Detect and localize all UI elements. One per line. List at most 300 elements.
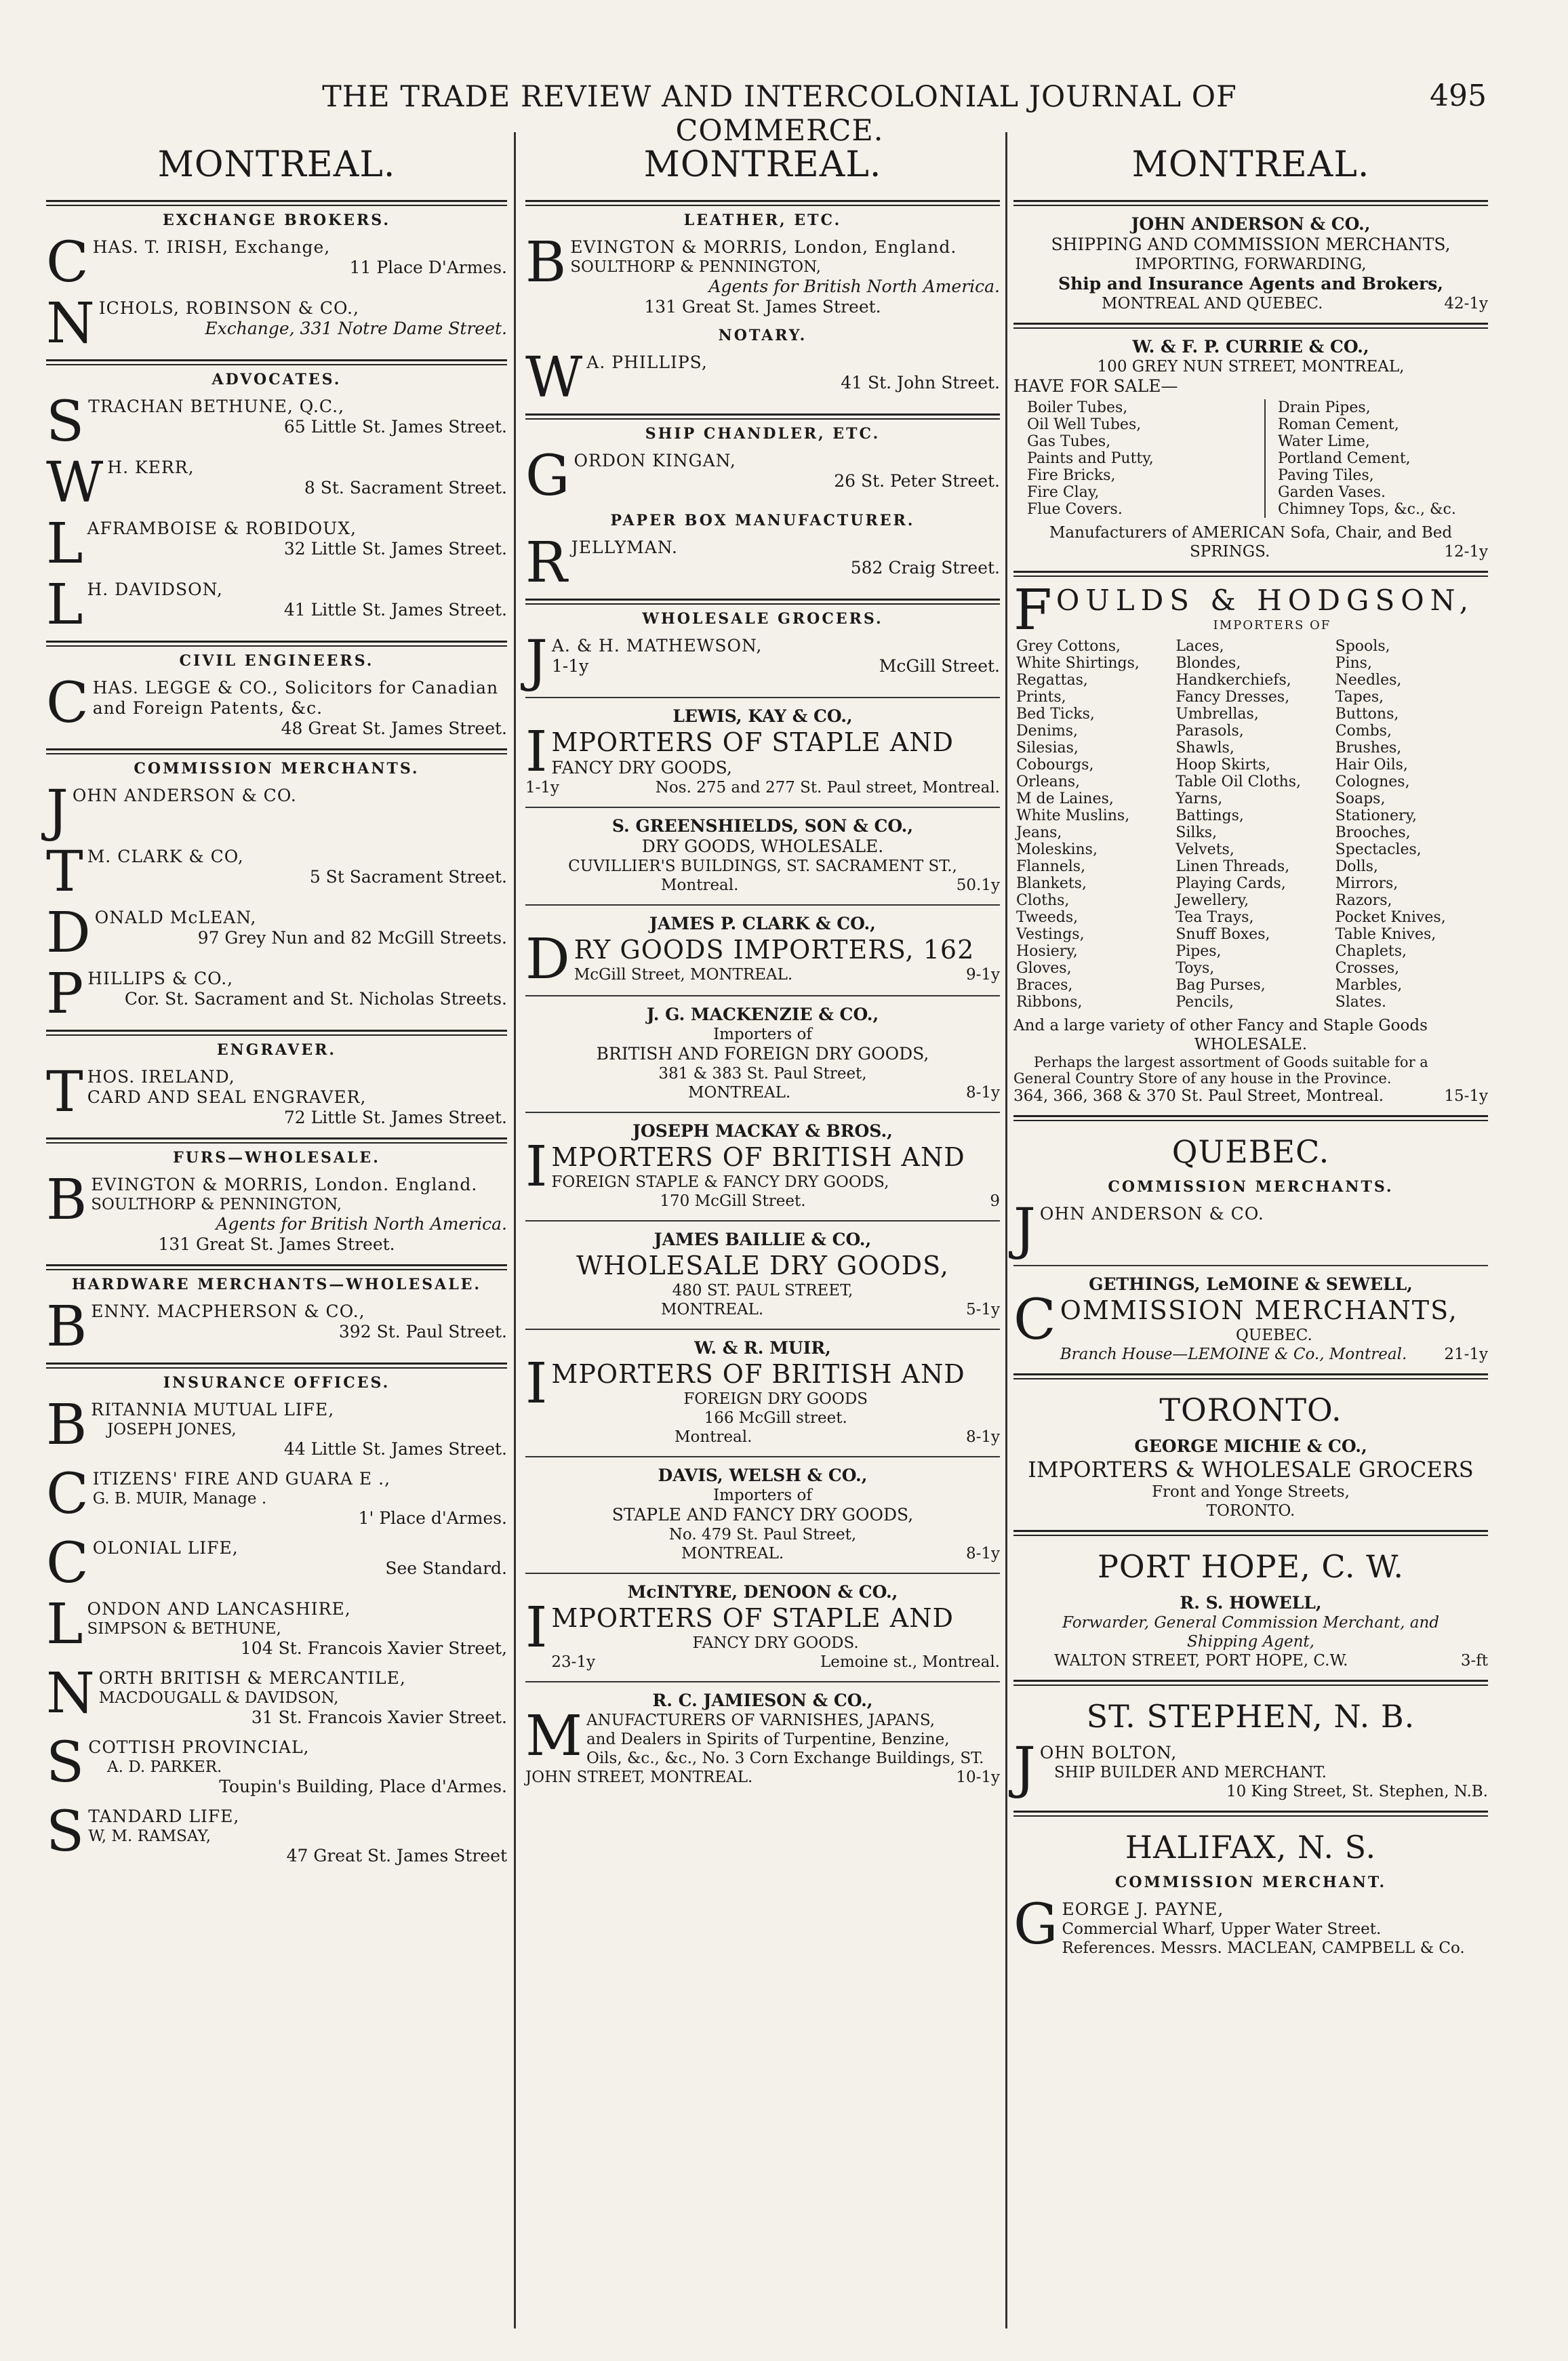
goods-item: Denims, [1016,723,1079,740]
goods-item: Boiler Tubes, [1027,399,1128,416]
entry-note: 9-1y [965,966,1000,984]
goods-item: Ribbons, [1016,994,1083,1011]
entry-name: RITANNIA MUTUAL LIFE, [91,1400,335,1419]
entry-subline: SOULTHORP & PENNINGTON, [570,258,822,276]
entry-name: JELLYMAN. [571,538,679,557]
advert-line: MONTREAL. [688,1084,791,1102]
advert-headline: MPORTERS OF STAPLE AND [551,727,954,757]
advert-baillie [525,1230,1000,1319]
advert-greenshields [525,816,1000,895]
advert-line: Importers of [713,1487,812,1504]
section-heading: ADVOCATES. [212,371,342,388]
listing-entry [46,512,507,576]
drop-initial: I [525,1135,548,1199]
goods-item: Bag Purses, [1175,977,1266,994]
drop-initial: N [46,291,95,356]
goods-item: Tapes, [1335,689,1384,706]
drop-initial: B [46,1168,87,1232]
drop-initial: T [46,840,83,904]
entry-subline: Agents for British North America. [708,277,1000,296]
entry-note: 10-1y [956,1769,1000,1786]
advert-headline: IMPORTERS & WHOLESALE GROCERS [1028,1457,1474,1482]
listing-entry [46,671,507,739]
goods-column [1016,638,1169,1011]
goods-item: Oil Well Tubes, [1027,416,1142,433]
entry-subline: SHIP BUILDER AND MERCHANT. [1054,1764,1327,1781]
section-heading: NOTARY. [718,327,807,344]
goods-item: Regattas, [1016,672,1088,689]
advert-headline: OMMISSION MERCHANTS, [1060,1295,1458,1325]
entry-name: HAS. T. IRISH, Exchange, [92,237,331,257]
entry-subline: CARD AND SEAL ENGRAVER, [87,1087,367,1107]
entry-address: McGill Street. [879,656,1000,676]
listing-entry [525,444,1000,508]
advert-line: Montreal. [675,1428,752,1446]
double-rule [525,599,1000,605]
entry-subline: References. Messrs. MACLEAN, CAMPBELL & Co. [1062,1939,1465,1957]
entry-address: 26 St. Peter Street. [834,471,1000,491]
goods-item: Fire Clay, [1027,484,1100,501]
entry-address: 392 St. Paul Street. [338,1322,507,1341]
entry-note: 8-1y [965,1545,1000,1562]
goods-item: Fancy Dresses, [1175,689,1290,706]
advert-line: TORONTO. [1206,1502,1295,1520]
rule [525,1329,1000,1330]
goods-item: Razors, [1335,892,1392,909]
entry-name: HAS. LEGGE & CO., Solicitors for Canadian and Foreign Patents, &c. [92,678,499,718]
city-heading: ST. STEPHEN, N. B. [1086,1698,1415,1735]
entry-address: 11 Place D'Armes. [349,258,507,277]
entry-subline: A. D. PARKER. [107,1758,222,1776]
entry-subline: SIMPSON & BETHUNE, [87,1620,281,1638]
advert-name: JOHN ANDERSON & CO., [1131,214,1371,234]
goods-list [1016,638,1488,1011]
entry-address: 41 Little St. James Street. [283,600,507,620]
goods-item: Hoop Skirts, [1175,756,1271,773]
double-rule [46,1363,507,1369]
goods-item: Flue Covers. [1027,501,1123,518]
entry-address: 1' Place d'Armes. [358,1508,507,1528]
entry-address: Exchange, 331 Notre Dame Street. [205,319,507,338]
drop-initial: J [1013,1736,1036,1800]
goods-list [1027,399,1488,518]
column-rule [1005,132,1007,2328]
goods-item: Marbles, [1335,977,1403,994]
listing-entry [1013,1893,1488,1958]
entry-subline: Agents for British North America. [216,1214,507,1234]
entry-note: 23-1y [551,1653,596,1671]
drop-initial: G [525,444,570,508]
listing-entry [46,573,507,637]
double-rule [1013,1115,1488,1121]
goods-item: Silesias, [1016,740,1079,756]
goods-item: Grey Cottons, [1016,638,1121,655]
goods-item: Prints, [1016,689,1066,706]
advert-line: Shipping Agent, [1187,1633,1314,1651]
advert-line: Montreal. [661,876,739,894]
entry-address: 8 St. Sacrament Street. [304,478,507,498]
city-heading: QUEBEC. [1171,1133,1330,1170]
goods-item: Tea Trays, [1175,909,1254,926]
goods-item: Tweeds, [1016,909,1079,926]
entry-note: 1-1y [551,656,589,676]
advert-line: MONTREAL. [661,1301,764,1318]
drop-initial: J [46,779,68,843]
goods-item: Combs, [1335,723,1392,740]
entry-address: Nos. 275 and 277 St. Paul street, Montreal. [655,779,1000,796]
goods-item: Gas Tubes, [1027,433,1111,450]
entry-name: H. KERR, [107,458,195,477]
advert-name: McINTYRE, DENOON & CO., [627,1582,898,1602]
entry-address: 104 St. Francois Xavier Street, [240,1638,507,1658]
advert-line: WALTON STREET, PORT HOPE, C.W. [1054,1652,1348,1670]
advert-line: 381 & 383 St. Paul Street, [658,1065,867,1083]
goods-item: Cloths, [1016,892,1070,909]
advert-jamieson [525,1691,1000,1787]
advert-michie [1013,1436,1488,1520]
section-heading: FURS—WHOLESALE. [173,1149,380,1167]
goods-item: Paving Tiles, [1278,467,1374,484]
goods-item: Hair Oils, [1335,756,1408,773]
entry-address: 5 St Sacrament Street. [309,867,507,887]
entry-address: 131 Great St. James Street. [158,1234,395,1254]
entry-address: 131 Great St. James Street. [644,297,881,317]
goods-item: Vestings, [1016,926,1085,943]
entry-name: ITIZENS' FIRE AND GUARA E ., [92,1469,391,1489]
goods-item: Pocket Knives, [1335,909,1446,926]
entry-name: A. PHILLIPS, [586,352,708,372]
advert-name: GEORGE MICHIE & CO., [1134,1436,1367,1456]
goods-item: White Shirtings, [1016,655,1140,672]
drop-initial: J [1013,1197,1036,1262]
entry-note: 1-1y [525,779,560,796]
column-middle [525,132,1000,2335]
section-heading: HARDWARE MERCHANTS—WHOLESALE. [71,1276,482,1293]
rule [525,697,1000,698]
advert-name: GETHINGS, LeMOINE & SEWELL, [1089,1274,1413,1294]
entry-name: EVINGTON & MORRIS, London. England. [91,1175,478,1194]
entry-name: TRACHAN BETHUNE, Q.C., [88,397,345,416]
listing-entry [46,451,507,515]
drop-initial: L [46,512,83,576]
entry-address: Toupin's Building, Place d'Armes. [219,1777,507,1796]
section-heading: CIVIL ENGINEERS. [179,652,374,670]
entry-address: 32 Little St. James Street. [283,539,507,559]
goods-item: M de Laines, [1016,790,1114,807]
section-heading: LEATHER, ETC. [683,211,842,229]
advert-line: 166 McGill street. [704,1409,847,1427]
goods-item: Flannels, [1016,858,1086,875]
section-heading: WHOLESALE GROCERS. [642,610,883,628]
goods-item: Buttons, [1335,706,1399,723]
drop-initial: B [46,1393,87,1457]
advert-line: McGill Street, MONTREAL. [574,966,793,984]
city-heading: MONTREAL. [157,144,396,185]
entry-address: 10 King Street, St. Stephen, N.B. [1226,1783,1488,1800]
advert-line: 170 McGill Street. [660,1192,806,1210]
drop-initial: B [46,1295,87,1359]
advert-currie [1013,337,1488,561]
rule [525,1681,1000,1682]
advert-line: Branch House—LEMOINE & Co., Montreal. [1060,1346,1407,1363]
listing-entry [525,346,1000,410]
drop-initial: P [46,962,84,1026]
drop-initial: I [525,720,548,784]
advert-line: FANCY DRY GOODS, [551,758,732,778]
double-rule [1013,571,1488,577]
section-heading: INSURANCE OFFICES. [163,1374,390,1392]
city-heading: MONTREAL. [1131,144,1370,185]
listing-entry [1013,1736,1488,1801]
advert-line: SHIPPING AND COMMISSION MERCHANTS, [1051,235,1451,254]
entry-name: M. CLARK & CO, [87,847,244,866]
goods-item: Spectacles, [1335,841,1422,858]
goods-item: Orleans, [1016,773,1081,790]
double-rule [1013,1373,1488,1379]
entry-subline: SOULTHORP & PENNINGTON, [91,1196,342,1213]
advert-mackenzie [525,1005,1000,1102]
drop-initial: I [525,1352,548,1416]
entry-name: ENNY. MACPHERSON & CO., [91,1301,365,1321]
goods-item: Blondes, [1175,655,1241,672]
entry-address: 364, 366, 368 & 370 St. Paul Street, Montreal. [1013,1087,1384,1105]
drop-initial: D [525,927,570,992]
section-heading: COMMISSION MERCHANT. [1114,1874,1387,1891]
advert-line: Forwarder, General Commission Merchant, and [1062,1614,1439,1632]
goods-item: Umbrellas, [1175,706,1259,723]
goods-item: Pins, [1335,655,1372,672]
drop-initial: W [46,451,104,515]
entry-name: EVINGTON & MORRIS, London, England. [570,237,957,257]
listing-entry [46,1168,507,1255]
advert-muir [525,1338,1000,1447]
section-heading: COMMISSION MERCHANTS. [1108,1178,1394,1196]
goods-item: Fire Bricks, [1027,467,1116,484]
entry-note: 9 [990,1192,1000,1210]
entry-name: COTTISH PROVINCIAL, [88,1737,310,1757]
advert-name: JAMES P. CLARK & CO., [649,914,876,933]
column-rule [514,132,516,2328]
double-rule [1013,200,1488,206]
goods-item: Playing Cards, [1175,875,1286,892]
advert-line: MONTREAL AND QUEBEC. [1102,295,1323,312]
entry-address: 65 Little St. James Street. [283,417,507,437]
goods-item: Slates. [1335,994,1387,1011]
advert-line: SPRINGS. [1190,543,1270,561]
entry-address: 97 Grey Nun and 82 McGill Streets. [197,928,507,948]
advert-mackay [525,1121,1000,1211]
listing-entry [46,1295,507,1359]
drop-initial: I [525,1596,548,1660]
advert-line: Ship and Insurance Agents and Brokers, [1058,274,1443,294]
section-heading: COMMISSION MERCHANTS. [134,760,420,778]
double-rule [46,1137,507,1144]
entry-name: OLONIAL LIFE, [92,1538,239,1558]
entry-name: OHN ANDERSON & CO. [1039,1204,1264,1224]
listing-entry [46,1731,507,1797]
advert-line: IMPORTERS OF [1213,618,1331,632]
double-rule [1013,1811,1488,1817]
goods-item: Gloves, [1016,960,1072,977]
entry-subline: W, M. RAMSAY, [88,1828,212,1845]
advert-line: No. 479 St. Paul Street, [668,1526,857,1543]
drop-initial: R [525,531,567,595]
goods-item: Velvets, [1175,841,1234,858]
entry-name: EORGE J. PAYNE, [1062,1899,1224,1919]
goods-item: Braces, [1016,977,1073,994]
rule [525,995,1000,996]
drop-initial: C [46,671,89,735]
entry-note: 8-1y [965,1428,1000,1446]
drop-initial: D [46,901,91,965]
entry-name: HOS. IRELAND, [87,1067,235,1087]
goods-item: Needles, [1335,672,1402,689]
entry-address: 41 St. John Street. [841,373,1000,392]
goods-item: Chimney Tops, &c., &c. [1278,501,1456,518]
entry-name: TANDARD LIFE, [88,1807,240,1826]
entry-note: 8-1y [965,1084,1000,1102]
goods-item: Parasols, [1175,723,1244,740]
drop-initial: L [46,573,83,637]
goods-item: Silks, [1175,824,1218,841]
drop-initial: L [46,1592,83,1657]
goods-item: Moleskins, [1016,841,1098,858]
entry-name: AFRAMBOISE & ROBIDOUX, [87,519,357,538]
advert-line: JOHN STREET, MONTREAL. [525,1769,753,1786]
listing-entry [46,840,507,904]
listing-entry [525,531,1000,595]
double-rule [46,200,507,206]
goods-item: Yarns, [1175,790,1223,807]
goods-item: Snuff Boxes, [1175,926,1270,943]
advert-davis [525,1466,1000,1563]
listing-entry [46,1060,507,1128]
advert-name: JAMES BAILLIE & CO., [654,1230,872,1249]
goods-item: Toys, [1175,960,1215,977]
listing-entry [46,230,507,295]
advert-line: Perhaps the largest assortment of Goods suitable for a General Country Store of any house in the Province. [1013,1054,1428,1087]
goods-item: Handkerchiefs, [1175,672,1291,689]
city-heading: TORONTO. [1159,1392,1342,1428]
entry-name: HILLIPS & CO., [87,969,234,988]
advert-name: DAVIS, WELSH & CO., [658,1466,868,1485]
listing-entry [46,1800,507,1866]
advert-name: R. S. HOWELL, [1180,1593,1322,1613]
advert-howell [1013,1593,1488,1670]
goods-item: Table Oil Cloths, [1175,773,1302,790]
goods-item: Shawls, [1175,740,1234,756]
goods-item: Paints and Putty, [1027,450,1154,467]
entry-note: 21-1y [1444,1346,1488,1363]
advert-line: IMPORTING, FORWARDING, [1135,256,1367,273]
section-heading: SHIP CHANDLER, ETC. [645,425,881,443]
advert-headline: OULDS & HODGSON, [1056,584,1475,617]
city-heading: HALIFAX, N. S. [1125,1829,1377,1865]
goods-item: Pencils, [1175,994,1234,1011]
goods-item: Portland Cement, [1278,450,1411,467]
advert-line: QUEBEC. [1235,1327,1312,1344]
goods-item: Bed Ticks, [1016,706,1095,723]
goods-item: Brooches, [1335,824,1411,841]
double-rule [46,359,507,365]
drop-initial: N [46,1661,95,1726]
entry-note: 12-1y [1444,543,1488,561]
entry-address: 72 Little St. James Street. [283,1108,507,1127]
goods-item: Hosiery, [1016,943,1078,960]
advert-name: LEWIS, KAY & CO., [672,706,853,726]
entry-note: 5-1y [965,1301,1000,1318]
advert-foulds-hodgson [1013,578,1488,1106]
rule [525,1112,1000,1113]
drop-initial: S [46,1800,85,1864]
advert-line: FOREIGN STAPLE & FANCY DRY GOODS, [551,1173,889,1191]
entry-name: OHN BOLTON, [1039,1743,1178,1762]
drop-initial: S [46,390,85,454]
advert-name: S. GREENSHIELDS, SON & CO., [611,816,914,836]
drop-initial: C [46,1462,89,1527]
advert-line: CUVILLIER'S BUILDINGS, ST. SACRAMENT ST., [568,857,957,875]
drop-initial: B [525,230,567,295]
listing-entry [46,962,507,1026]
advert-line: And a large variety of other Fancy and Staple Goods [1013,1017,1428,1034]
advert-name: J. G. MACKENZIE & CO., [646,1005,879,1024]
advert-line: Manufacturers of AMERICAN Sofa, Chair, and Bed [1049,524,1453,542]
entry-address: 31 St. Francois Xavier Street. [251,1708,507,1727]
goods-column [1264,399,1488,518]
advert-headline: MPORTERS OF STAPLE AND [551,1603,954,1633]
entry-address: 44 Little St. James Street. [283,1439,507,1459]
advert-name: JOSEPH MACKAY & BROS., [632,1121,893,1141]
double-rule [525,200,1000,206]
advert-line: 480 ST. PAUL STREET, [672,1282,853,1299]
drop-initial: J [525,629,548,693]
advert-lewis-kay [525,706,1000,797]
entry-name: ONDON AND LANCASHIRE, [87,1599,351,1619]
goods-item: Crosses, [1335,960,1400,977]
entry-name: ICHOLS, ROBINSON & CO., [98,298,359,318]
advert-gethings [1013,1274,1488,1364]
advert-line: ANUFACTURERS OF VARNISHES, JAPANS, [586,1712,936,1729]
advert-headline: RY GOODS IMPORTERS, 162 [574,935,975,965]
advert-line: Importers of [713,1026,812,1043]
drop-initial: G [1013,1893,1058,1957]
goods-item: Jewellery, [1175,892,1249,909]
advert-line: Oils, &c., &c., No. 3 Corn Exchange Buildings, ST. [586,1750,984,1767]
listing-entry [46,1393,507,1459]
entry-name: H. DAVIDSON, [87,580,223,599]
double-rule [46,1030,507,1036]
drop-initial: M [525,1704,582,1769]
entry-address: Lemoine st., Montreal. [820,1653,1000,1671]
column-right [1013,132,1488,2335]
rule [1013,1265,1488,1266]
goods-column [1175,638,1328,1011]
drop-initial: S [46,1731,85,1795]
goods-item: Water Lime, [1278,433,1370,450]
column-left [46,132,507,2335]
running-head: THE TRADE REVIEW AND INTERCOLONIAL JOURNAL OF COMMERCE. [322,80,1237,148]
advert-line: Front and Yonge Streets, [1152,1483,1350,1501]
goods-item: Roman Cement, [1278,416,1399,433]
rule [525,1220,1000,1222]
drop-initial: C [46,230,89,295]
entry-subline: Commercial Wharf, Upper Water Street. [1062,1920,1382,1938]
advert-line: HAVE FOR SALE— [1013,376,1178,396]
rule [525,904,1000,906]
page-number: 495 [1430,79,1487,113]
drop-initial: W [525,346,583,410]
listing-entry [46,1462,507,1529]
